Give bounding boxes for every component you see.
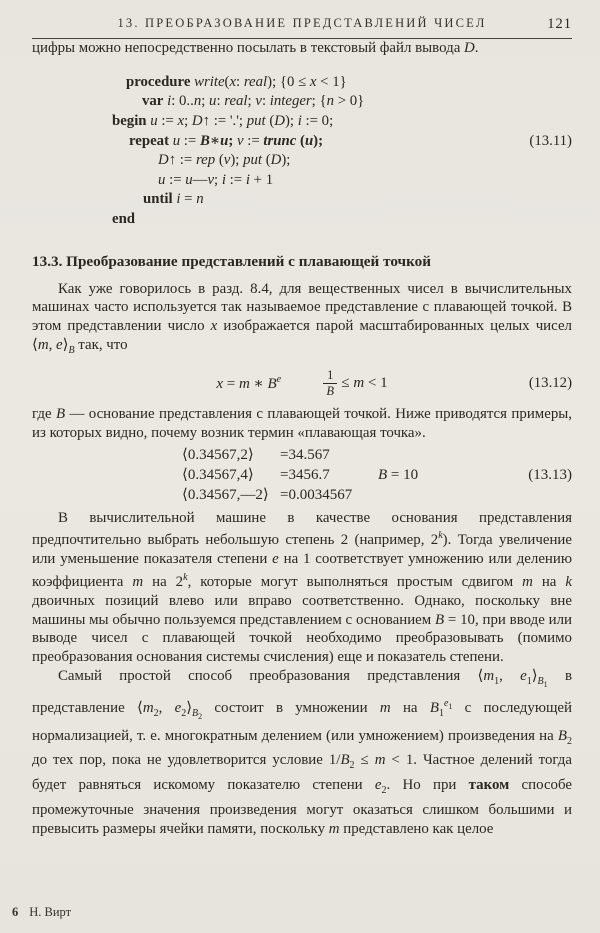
code-line: end xyxy=(112,210,136,227)
examples-13-13 xyxy=(182,446,572,505)
author-name: Н. Вирт xyxy=(29,905,72,919)
code-line: var i: 0..n; u: real; v: integer; {n > 0} xyxy=(142,93,365,110)
paragraph: где B — основание представления с плавающей точкой. Ниже приводятся примеры, из которых видно, почему возник термин «плавающая точка». xyxy=(32,405,572,441)
example-row xyxy=(182,486,572,506)
signature-mark: 6 xyxy=(12,905,19,919)
example-row xyxy=(182,466,572,486)
example-value: =34.567 xyxy=(280,447,330,464)
code-line: begin u := x; D↑ := '.'; put (D); i := 0; xyxy=(112,112,334,129)
formula-13-12 xyxy=(32,368,572,400)
equation-number-13-12: (13.12) xyxy=(528,374,572,391)
running-header xyxy=(32,16,572,34)
page-number: 121 xyxy=(547,16,572,32)
example-pair: ⟨0.34567,—2⟩ xyxy=(182,486,269,503)
equation-number-13-11: (13.11) xyxy=(529,132,572,149)
paragraph: В вычислительной машине в качестве основания представления предпочтительно выбрать небольшую степень 2 (например, 2$^k$). Тогда увеличение или уменьшение показателя степени e на 1 соответствует умножению или делению коэффициента m на 2$^k$, которые могут выполняться простым сдвигом m на k двоичных позиций влево или вправо соответственно. Однако, поскольку вне машины мы обычно пользуемся представлением с основанием B = 10, при вводе или выводе чисел с плавающей точкой необходимо преобразовывать (помимо преобразования основания системы счисления) еще и показатель степени. xyxy=(32,509,572,666)
page-content xyxy=(32,16,572,838)
formula-condition: ≤ m < 1 xyxy=(341,375,388,392)
intro-paragraph: цифры можно непосредственно посылать в текстовый файл вывода D. xyxy=(32,40,479,56)
base-note: B = 10 xyxy=(378,467,419,484)
code-line: until i = n xyxy=(143,191,204,208)
example-pair: ⟨0.34567,4⟩ xyxy=(182,467,254,484)
paragraph: Как уже говорилось в разд. 8.4, для вещественных чисел в вычислительных машинах часто используется так называемое представление с плавающей точкой. В этом представлении число x изображается парой масштабированных целых чисел ⟨m, $e⟩_B$ так, что xyxy=(32,280,572,356)
formula-lhs: x = m ∗ $B^e$ xyxy=(216,374,282,393)
code-block xyxy=(112,73,572,230)
fraction-denominator: B xyxy=(326,384,335,399)
chapter-title: 13. ПРЕОБРАЗОВАНИЕ ПРЕДСТАВЛЕНИЙ ЧИСЕЛ xyxy=(117,16,487,30)
page-footer xyxy=(12,905,71,920)
fraction-numerator: 1 xyxy=(323,369,337,384)
code-line xyxy=(112,132,572,152)
code-line: D↑ := rep (v); put (D); xyxy=(158,152,291,169)
example-row xyxy=(182,446,572,466)
section-heading: 13.3. Преобразование представлений с плавающей точкой xyxy=(32,252,432,270)
example-value: =0.0034567 xyxy=(280,486,353,503)
paragraph: Самый простой способ преобразования представления $⟨m_1$, $e_1⟩_{B_1}$ в представление $⟨m_2$, $e_2⟩_{B_2}$ состоит в умножении m на $B_1^{e_1}$ с последующей нормализацией, т. е. многократным делением (или умножением) произведения на $B_2$ до тех пор, пока не удовлетворится условие $1/B_2 \le m < 1$. Частное делений тогда будет равняться искомому показателю степени $e_2$. Но при таком способе промежуточные значения произведения могут оказаться слишком большими и превысить размеры ячейки памяти, поскольку m представлено как целое xyxy=(32,668,572,837)
code-line: procedure write(x: real); {0 ≤ x < 1} xyxy=(126,73,347,90)
example-pair: ⟨0.34567,2⟩ xyxy=(182,447,254,464)
fraction xyxy=(323,369,337,398)
example-value: =3456.7 xyxy=(280,467,330,484)
code-line-text: repeat u := B∗u; v := trunc (u); xyxy=(129,132,324,149)
code-line: u := u—v; i := i + 1 xyxy=(158,171,274,188)
equation-number-13-13: (13.13) xyxy=(528,467,572,484)
